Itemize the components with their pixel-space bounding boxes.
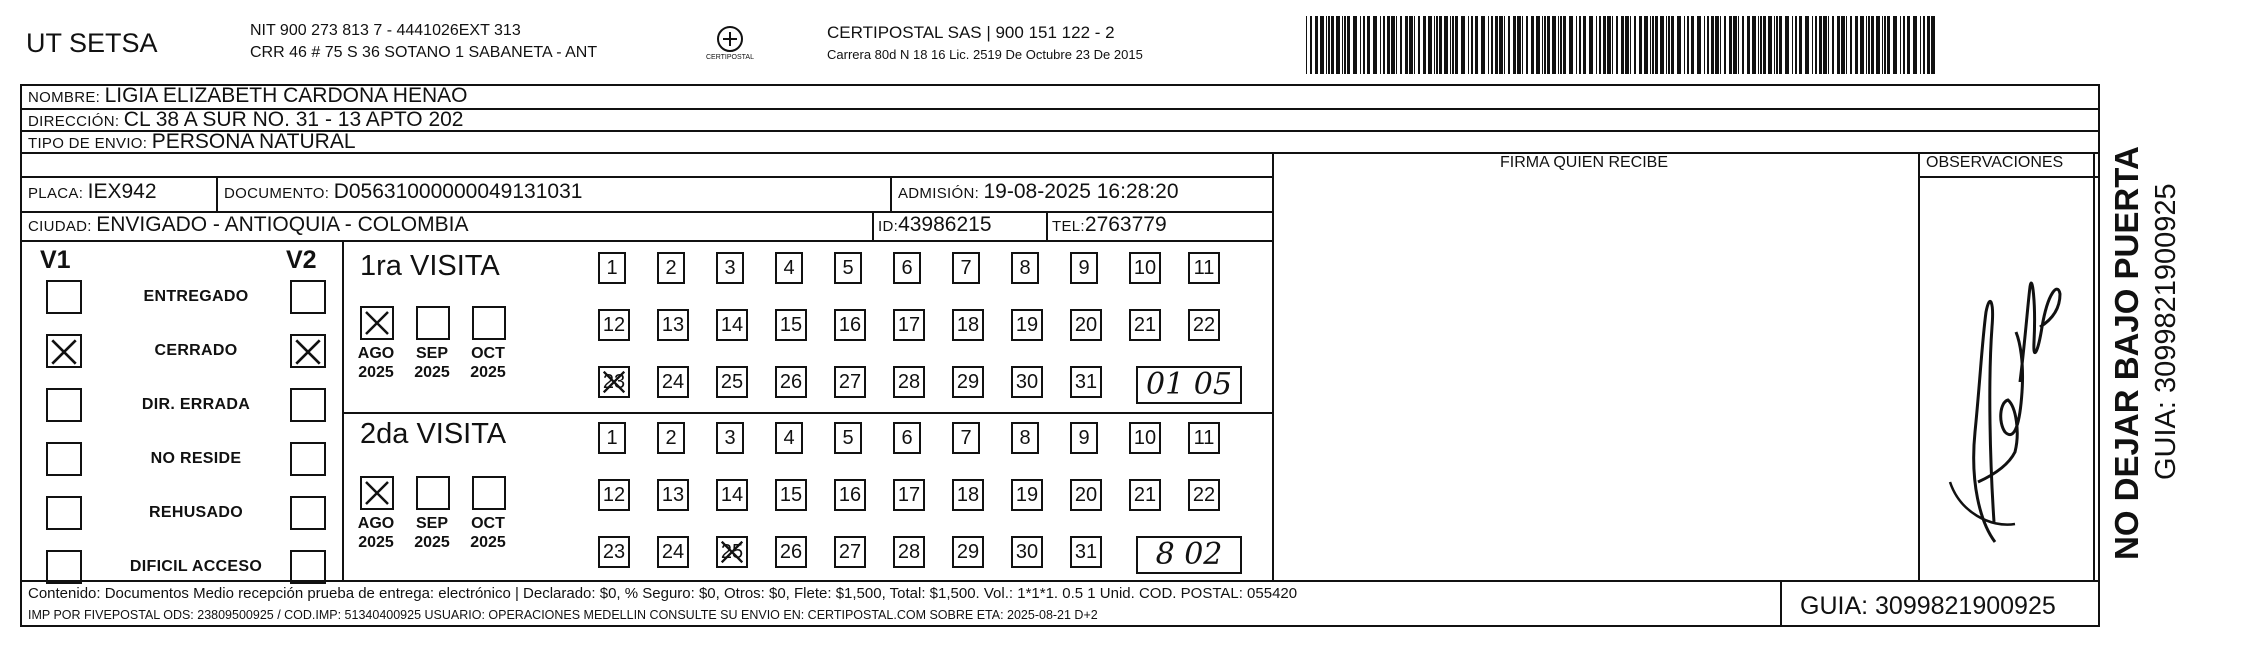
v2-checkbox[interactable] <box>290 334 326 368</box>
day-box[interactable]: 19 <box>1011 309 1043 341</box>
documento-label: DOCUMENTO: <box>224 185 330 202</box>
carrier-line: CERTIPOSTAL SAS | 900 151 122 - 2 <box>827 23 1115 42</box>
barcode-bar <box>1481 16 1485 74</box>
day-box[interactable]: 2 <box>657 252 685 284</box>
barcode-bar <box>1768 16 1772 74</box>
barcode-bar <box>1491 16 1493 74</box>
barcode-bar <box>1652 16 1654 74</box>
barcode-bar <box>1707 16 1709 74</box>
barcode-bar <box>1360 16 1361 74</box>
barcode-bar <box>1691 16 1694 74</box>
barcode-bar <box>1536 16 1540 74</box>
company-name: UT SETSA <box>26 28 158 58</box>
day-box[interactable]: 18 <box>952 479 984 511</box>
barcode-bar <box>1414 16 1415 74</box>
barcode-bar <box>1923 16 1925 74</box>
v1-checkbox[interactable] <box>46 496 82 530</box>
day-box[interactable]: 13 <box>657 309 689 341</box>
day-box[interactable]: 24 <box>657 536 689 568</box>
barcode-bar <box>1907 16 1910 74</box>
day-box[interactable]: 2 <box>657 422 685 454</box>
day-box[interactable]: 12 <box>598 479 630 511</box>
side-warning: NO DEJAR BAJO PUERTA <box>2108 146 2145 560</box>
barcode-bar <box>1677 16 1681 74</box>
day-box[interactable]: 15 <box>775 309 807 341</box>
side-guia: GUIA: 3099821900925 <box>2150 183 2182 480</box>
month-checkbox[interactable] <box>416 476 450 510</box>
barcode-bar <box>1315 16 1318 74</box>
day-box[interactable]: 23 <box>598 366 630 398</box>
barcode-bar <box>1328 16 1330 74</box>
barcode-bar <box>1724 16 1726 74</box>
barcode <box>1306 16 1940 74</box>
day-box[interactable]: 4 <box>775 422 803 454</box>
barcode-bar <box>1310 16 1312 74</box>
barcode-bar <box>1547 16 1550 74</box>
day-box[interactable]: 3 <box>716 422 744 454</box>
month-label: SEP 2025 <box>414 515 450 551</box>
barcode-bar <box>1752 16 1756 74</box>
tipo-envio-field <box>28 130 356 154</box>
day-box[interactable]: 11 <box>1188 252 1220 284</box>
barcode-bar <box>1363 16 1365 74</box>
status-label: CERRADO <box>154 342 238 359</box>
barcode-bar <box>1468 16 1469 74</box>
barcode-bar <box>1367 16 1370 74</box>
day-box[interactable]: 9 <box>1070 422 1098 454</box>
day-box[interactable]: 22 <box>1188 479 1220 511</box>
barcode-bar <box>1444 16 1448 74</box>
barcode-bar <box>1729 16 1732 74</box>
barcode-bar <box>1504 16 1505 74</box>
barcode-bar <box>1434 16 1435 74</box>
day-box[interactable]: 28 <box>893 366 925 398</box>
nombre-label: NOMBRE: <box>28 89 101 106</box>
barcode-bar <box>1774 16 1775 74</box>
month-label: AGO 2025 <box>357 515 395 551</box>
barcode-bar <box>1428 16 1432 74</box>
day-box[interactable]: 17 <box>893 479 925 511</box>
day-box[interactable]: 5 <box>834 422 862 454</box>
barcode-bar <box>1450 16 1451 74</box>
observaciones-header: OBSERVACIONES <box>1926 154 2064 171</box>
day-box[interactable]: 5 <box>834 252 862 284</box>
barcode-bar <box>1423 16 1426 74</box>
barcode-bar <box>1347 16 1350 74</box>
day-box[interactable]: 25 <box>716 536 748 568</box>
barcode-bar <box>1499 16 1503 74</box>
barcode-bar <box>1871 16 1874 74</box>
barcode-bar <box>1607 16 1611 74</box>
day-box[interactable]: 18 <box>952 309 984 341</box>
logo-caption: CERTIPOSTAL <box>706 54 754 61</box>
v1-checkbox[interactable] <box>46 388 82 422</box>
barcode-bar <box>1655 16 1658 74</box>
barcode-bar <box>1383 16 1385 74</box>
day-box[interactable]: 10 <box>1129 252 1161 284</box>
barcode-bar <box>1563 16 1566 74</box>
barcode-bar <box>1644 16 1648 74</box>
barcode-bar <box>1668 16 1670 74</box>
barcode-bar <box>1471 16 1473 74</box>
day-box[interactable]: 15 <box>775 479 807 511</box>
barcode-bar <box>1418 16 1420 74</box>
barcode-bar <box>1552 16 1556 74</box>
barcode-bar <box>1400 16 1402 74</box>
barcode-bar <box>1544 16 1546 74</box>
nit-line: NIT 900 273 813 7 - 4441026EXT 313 <box>250 22 521 39</box>
certipostal-logo <box>706 24 754 70</box>
barcode-bar <box>1380 16 1381 74</box>
nombre-value: LIGIA ELIZABETH CARDONA HENAO <box>104 84 468 107</box>
day-box[interactable]: 6 <box>893 252 921 284</box>
day-box[interactable]: 1 <box>598 252 626 284</box>
barcode-bar <box>1868 16 1870 74</box>
day-box[interactable]: 7 <box>952 252 980 284</box>
barcode-bar <box>1320 16 1324 74</box>
barcode-bar <box>1344 16 1346 74</box>
carrier-license: Carrera 80d N 18 16 Lic. 2519 De Octubre 23 De 2015 <box>827 47 1143 62</box>
barcode-bar <box>1475 16 1478 74</box>
barcode-bar <box>1866 16 1867 74</box>
barcode-bar <box>1763 16 1766 74</box>
day-box[interactable]: 14 <box>716 309 748 341</box>
ciudad-field <box>28 213 468 237</box>
signature <box>1920 232 2090 552</box>
company-info <box>250 20 597 64</box>
day-box[interactable]: 17 <box>893 309 925 341</box>
day-box[interactable]: 16 <box>834 309 866 341</box>
day-box[interactable]: 31 <box>1070 536 1102 568</box>
barcode-bar <box>1876 16 1880 74</box>
barcode-bar <box>1639 16 1642 74</box>
month-label: OCT 2025 <box>470 515 506 551</box>
barcode-bar <box>1747 16 1750 74</box>
visit2-title: 2da VISITA <box>360 418 507 450</box>
barcode-bar <box>1599 16 1601 74</box>
day-box[interactable]: 31 <box>1070 366 1102 398</box>
barcode-bar <box>1526 16 1528 74</box>
barcode-bar <box>1742 16 1744 74</box>
barcode-bar <box>1733 16 1737 74</box>
barcode-bar <box>1596 16 1597 74</box>
barcode-bar <box>1353 16 1357 74</box>
v1-label: V1 <box>40 246 71 274</box>
barcode-bar <box>1785 16 1789 74</box>
barcode-bar <box>1306 16 1307 74</box>
barcode-bar <box>1616 16 1618 74</box>
day-box[interactable]: 26 <box>775 366 807 398</box>
barcode-bar <box>1893 16 1897 74</box>
day-box[interactable]: 8 <box>1011 422 1039 454</box>
tipo-envio-label: TIPO DE ENVIO: <box>28 135 148 152</box>
placa-label: PLACA: <box>28 185 84 202</box>
barcode-bar <box>1837 16 1840 74</box>
day-box[interactable]: 28 <box>893 536 925 568</box>
barcode-bar <box>1823 16 1827 74</box>
status-label: NO RESIDE <box>150 450 242 467</box>
barcode-bar <box>1704 16 1705 74</box>
barcode-bar <box>1687 16 1689 74</box>
documento-field <box>224 180 582 204</box>
barcode-bar <box>1625 16 1629 74</box>
day-box[interactable]: 4 <box>775 252 803 284</box>
nombre-field <box>28 84 468 108</box>
ciudad-label: CIUDAD: <box>28 218 92 235</box>
day-box[interactable]: 13 <box>657 479 689 511</box>
month-checkbox[interactable] <box>472 476 506 510</box>
month-label: AGO 2025 <box>357 345 395 381</box>
barcode-bar <box>1612 16 1613 74</box>
firma-header: FIRMA QUIEN RECIBE <box>1500 154 1669 171</box>
day-box[interactable]: 20 <box>1070 479 1102 511</box>
barcode-bar <box>1855 16 1858 74</box>
day-box[interactable]: 21 <box>1129 479 1161 511</box>
barcode-bar <box>1666 16 1667 74</box>
direccion-value: CL 38 A SUR NO. 31 - 13 APTO 202 <box>123 108 464 131</box>
barcode-bar <box>1795 16 1797 74</box>
barcode-bar <box>1579 16 1581 74</box>
barcode-bar <box>1603 16 1606 74</box>
day-box[interactable]: 19 <box>1011 479 1043 511</box>
v2-label: V2 <box>286 246 317 274</box>
handwritten-time: 8 02 <box>1136 536 1242 574</box>
id-label: ID: <box>878 218 899 235</box>
barcode-bar <box>1650 16 1651 74</box>
month-label: OCT 2025 <box>470 345 506 381</box>
barcode-bar <box>1884 16 1886 74</box>
v1-checkbox[interactable] <box>46 280 82 314</box>
barcode-bar <box>1452 16 1454 74</box>
admision-value: 19-08-2025 16:28:20 <box>983 180 1179 203</box>
barcode-bar <box>1405 16 1408 74</box>
barcode-bar <box>1336 16 1340 74</box>
v2-checkbox[interactable] <box>290 550 326 584</box>
day-box[interactable]: 9 <box>1070 252 1098 284</box>
barcode-bar <box>1517 16 1521 74</box>
barcode-bar <box>1913 16 1917 74</box>
barcode-bar <box>1455 16 1458 74</box>
admision-label: ADMISIÓN: <box>898 185 980 202</box>
month-checkbox[interactable] <box>416 306 450 340</box>
barcode-bar <box>1342 16 1343 74</box>
tel-label: TEL: <box>1052 218 1085 235</box>
barcode-bar <box>1531 16 1534 74</box>
barcode-bar <box>1569 16 1573 74</box>
visit1-title: 1ra VISITA <box>360 250 500 282</box>
status-label: DIR. ERRADA <box>141 396 251 413</box>
footer-impresion: IMP POR FIVEPOSTAL ODS: 23809500925 / COD.IMP: 51340400925 USUARIO: OPERACIONES MEDELLIN CONSULTE SU ENVIO EN: CERTIPOSTAL.COM SOBRE ETA: 2025-08-21 D+2 <box>28 608 1098 622</box>
footer-contenido: Contenido: Documentos Medio recepción prueba de entrega: electrónico | Declarado: $0, % Seguro: $0, Otros: $0, Flete: $1,500, Total: $1,500. Vol.: 1*1*1. 0.5 1 Unid. COD. POSTAL: 055420 <box>28 585 1298 602</box>
v1-checkbox[interactable] <box>46 550 82 584</box>
day-box[interactable]: 29 <box>952 536 984 568</box>
barcode-bar <box>1819 16 1822 74</box>
barcode-bar <box>1931 16 1935 74</box>
barcode-bar <box>1373 16 1377 74</box>
barcode-bar <box>1738 16 1739 74</box>
day-box[interactable]: 27 <box>834 536 866 568</box>
month-checkbox[interactable] <box>472 306 506 340</box>
barcode-bar <box>1396 16 1397 74</box>
barcode-bar <box>1488 16 1489 74</box>
tel-field <box>1052 213 1167 237</box>
day-box[interactable]: 29 <box>952 366 984 398</box>
day-box[interactable]: 30 <box>1011 366 1043 398</box>
barcode-bar <box>1387 16 1390 74</box>
id-field <box>878 213 992 237</box>
barcode-bar <box>1558 16 1559 74</box>
barcode-bar <box>1660 16 1664 74</box>
barcode-bar <box>1832 16 1834 74</box>
v2-checkbox[interactable] <box>290 388 326 422</box>
barcode-bar <box>1776 16 1778 74</box>
barcode-bar <box>1461 16 1465 74</box>
day-box[interactable]: 11 <box>1188 422 1220 454</box>
placa-field <box>28 180 157 204</box>
barcode-bar <box>1697 16 1701 74</box>
direccion-label: DIRECCIÓN: <box>28 113 120 130</box>
barcode-bar <box>1805 16 1809 74</box>
barcode-bar <box>1799 16 1802 74</box>
barcode-bar <box>1576 16 1577 74</box>
barcode-bar <box>1758 16 1759 74</box>
barcode-bar <box>1720 16 1721 74</box>
barcode-bar <box>1846 16 1847 74</box>
v2-checkbox[interactable] <box>290 496 326 530</box>
v1-checkbox[interactable] <box>46 442 82 476</box>
admision-field <box>898 180 1179 204</box>
barcode-bar <box>1828 16 1829 74</box>
direccion-field <box>28 108 463 132</box>
barcode-bar <box>1815 16 1817 74</box>
month-checkbox[interactable] <box>360 476 394 510</box>
barcode-bar <box>1711 16 1714 74</box>
barcode-bar <box>1715 16 1719 74</box>
day-box[interactable]: 6 <box>893 422 921 454</box>
barcode-bar <box>1850 16 1852 74</box>
barcode-bar <box>1684 16 1685 74</box>
day-box[interactable]: 7 <box>952 422 980 454</box>
day-box[interactable]: 1 <box>598 422 626 454</box>
barcode-bar <box>1621 16 1624 74</box>
day-box[interactable]: 23 <box>598 536 630 568</box>
barcode-bar <box>1560 16 1562 74</box>
placa-value: IEX942 <box>87 180 157 203</box>
handwritten-time: 01 05 <box>1136 366 1242 404</box>
v2-checkbox[interactable] <box>290 442 326 476</box>
barcode-bar <box>1760 16 1762 74</box>
barcode-bar <box>1495 16 1498 74</box>
barcode-bar <box>1583 16 1586 74</box>
tipo-envio-value: PERSONA NATURAL <box>151 130 356 153</box>
documento-value: D05631000000049131031 <box>333 180 583 203</box>
status-label: REHUSADO <box>149 504 243 521</box>
barcode-bar <box>1391 16 1395 74</box>
day-box[interactable]: 3 <box>716 252 744 284</box>
day-box[interactable]: 12 <box>598 309 630 341</box>
status-label: DIFICIL ACCESO <box>129 558 263 575</box>
barcode-bar <box>1522 16 1523 74</box>
tel-value: 2763779 <box>1084 213 1167 236</box>
guide-form <box>20 84 2100 627</box>
barcode-bar <box>1841 16 1845 74</box>
barcode-bar <box>1508 16 1510 74</box>
barcode-bar <box>1409 16 1413 74</box>
address-line: CRR 46 # 75 S 36 SOTANO 1 SABANETA - ANT <box>250 44 598 61</box>
barcode-bar <box>1920 16 1921 74</box>
day-box[interactable]: 21 <box>1129 309 1161 341</box>
day-box[interactable]: 30 <box>1011 536 1043 568</box>
barcode-bar <box>1900 16 1901 74</box>
barcode-bar <box>1439 16 1442 74</box>
day-box[interactable]: 25 <box>716 366 748 398</box>
barcode-bar <box>1792 16 1793 74</box>
barcode-bar <box>1860 16 1864 74</box>
day-box[interactable]: 22 <box>1188 309 1220 341</box>
day-box[interactable]: 8 <box>1011 252 1039 284</box>
barcode-bar <box>1326 16 1327 74</box>
day-box[interactable]: 14 <box>716 479 748 511</box>
barcode-bar <box>1436 16 1438 74</box>
barcode-bar <box>1630 16 1631 74</box>
month-label: SEP 2025 <box>414 345 450 381</box>
barcode-bar <box>1903 16 1905 74</box>
barcode-bar <box>1779 16 1782 74</box>
v2-checkbox[interactable] <box>290 280 326 314</box>
month-checkbox[interactable] <box>360 306 394 340</box>
day-box[interactable]: 10 <box>1129 422 1161 454</box>
barcode-bar <box>1927 16 1930 74</box>
barcode-bar <box>1887 16 1890 74</box>
day-box[interactable]: 20 <box>1070 309 1102 341</box>
barcode-bar <box>1331 16 1334 74</box>
carrier-info <box>827 22 1143 66</box>
day-box[interactable]: 16 <box>834 479 866 511</box>
barcode-bar <box>1634 16 1636 74</box>
footer-guia: GUIA: 3099821900925 <box>1800 592 2056 620</box>
barcode-bar <box>1542 16 1543 74</box>
v1-checkbox[interactable] <box>46 334 82 368</box>
id-value: 43986215 <box>898 213 992 236</box>
status-label: ENTREGADO <box>143 288 249 305</box>
barcode-bar <box>1589 16 1593 74</box>
barcode-bar <box>1513 16 1516 74</box>
barcode-bar <box>1671 16 1674 74</box>
day-box[interactable]: 27 <box>834 366 866 398</box>
barcode-bar <box>1882 16 1883 74</box>
ciudad-value: ENVIGADO - ANTIOQUIA - COLOMBIA <box>96 213 469 236</box>
barcode-bar <box>1812 16 1813 74</box>
day-box[interactable]: 26 <box>775 536 807 568</box>
day-box[interactable]: 24 <box>657 366 689 398</box>
